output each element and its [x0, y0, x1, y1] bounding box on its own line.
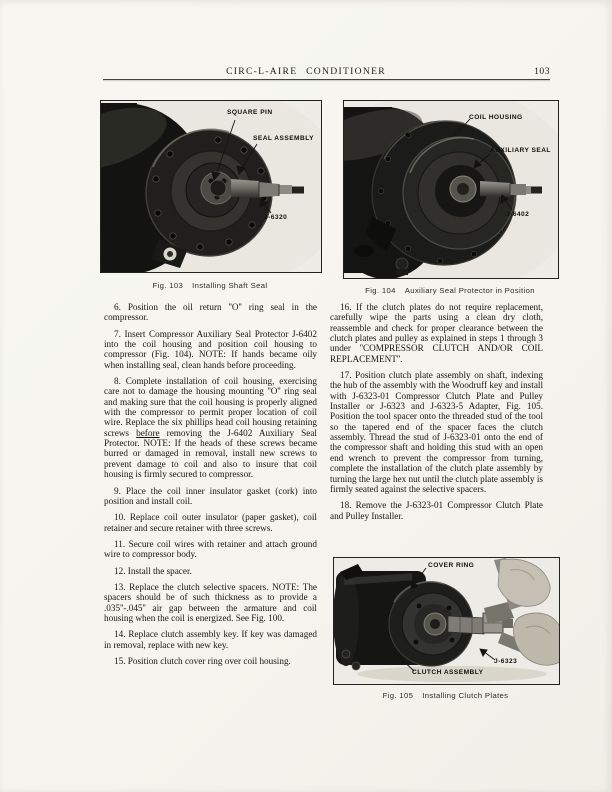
aux-seal-photo-illustration [344, 101, 558, 278]
figure-105-number: Fig. 105 [382, 691, 414, 700]
clutch-plates-photo-illustration [334, 558, 559, 684]
step-15: 15. Position clutch cover ring over coil housing. [114, 655, 291, 666]
label-cover-ring: COVER RING [428, 562, 475, 569]
label-j6402: J-6402 [506, 211, 530, 218]
figure-104-photo [343, 100, 559, 279]
page-number: 103 [534, 66, 550, 77]
step-6: 6. Position the oil return ''O'' ring seal in the compressor. [104, 302, 317, 323]
label-square-pin: SQUARE PIN [227, 109, 273, 116]
label-seal-assembly: SEAL ASSEMBLY [253, 135, 314, 142]
figure-103-caption [100, 281, 320, 290]
left-text-column [104, 302, 317, 672]
figure-103-photo [100, 100, 322, 273]
figure-104-caption [343, 286, 557, 295]
label-j6320: J-6320 [264, 214, 288, 221]
step-16: 16. If the clutch plates do not require replacement, carefully wipe the parts using a clean dry cloth, reassemble and check for proper clearance between the clutch plates and pulley as explained in steps 1 through 3 under ''COMPRESSOR CLUTCH AND/OR COIL REPLACEMENT''. [330, 302, 543, 364]
label-j6323: J-6323 [494, 658, 518, 665]
step-18: 18. Remove the J-6323-01 Compressor Clutch Plate and Pulley Installer. [330, 500, 543, 521]
shaft-seal-photo-illustration [101, 101, 321, 272]
step-13: 13. Replace the clutch selective spacers. NOTE: The spacers should be of such thickness as to provide a .035''-.045'' air gap between the armature and coil housing when the coil is energized. See Fig. 100. [104, 581, 317, 623]
figure-104-title: Auxiliary Seal Protector in Position [404, 286, 535, 295]
figure-105-caption [333, 691, 558, 700]
step-9: 9. Place the coil inner insulator gasket (cork) into position and install coil. [104, 485, 317, 506]
right-text-column [330, 302, 543, 527]
step-8: 8. Complete installation of coil housing, exercising care not to damage the housing mounting ''O'' ring seal and making sure that the coil housing is properly aligned with the compressor to permit proper location of coil wire. Replace the six phillips head coil housing retaining screws before removing the J-6402 Auxiliary Seal Protector. NOTE: If the heads of these screws became burred or damaged in removal, install new screws to prevent damage to coil and also to insure that coil housing is firmly secured to compressor. [104, 376, 317, 480]
underlined-word: before [136, 427, 160, 438]
figure-105-photo [333, 557, 560, 685]
step-11: 11. Secure coil wires with retainer and attach ground wire to compressor body. [104, 538, 317, 560]
label-clutch-assembly: CLUTCH ASSEMBLY [412, 669, 484, 676]
figure-104-number: Fig. 104 [365, 286, 396, 295]
page-header-title: CIRC-L-AIRE CONDITIONER [226, 66, 386, 77]
step-7: 7. Insert Compressor Auxiliary Seal Protector J-6402 into the coil housing and position coil housing to compressor (Fig. 104). NOTE: If hands became oily when installing seal, clean hands before proceeding. [104, 328, 317, 370]
header-rule [103, 79, 550, 80]
step-10: 10. Replace coil outer insulator (paper gasket), coil retainer and secure retainer with three screws. [104, 512, 317, 533]
figure-105-title: Installing Clutch Plates [422, 691, 509, 700]
step-14: 14. Replace clutch assembly key. If key was damaged in removal, replace with new key. [104, 629, 317, 650]
figure-103-number: Fig. 103 [152, 281, 184, 290]
figure-103-title: Installing Shaft Seal [192, 281, 268, 290]
label-coil-housing: COIL HOUSING [469, 114, 523, 121]
step-12: 12. Install the spacer. [114, 565, 192, 576]
label-auxiliary-seal: AUXILIARY SEAL [490, 147, 551, 154]
step-17: 17. Position clutch plate assembly on shaft, indexing the hub of the assembly with the Woodruff key and install with J-6323-01 Compressor Clutch Plate and Pulley Installer or J-6323 and J-6323-5 Adapter, Fig. 105. Position the tool spacer onto the threaded stud of the tool so the tapered end of the spacer faces the clutch assembly. Thread the stud of J-6323-01 onto the end of the compressor shaft and holding this stud with an open end wrench to prevent the compressor from turning, complete the installation of the clutch plate assembly by turning the large hex nut until the clutch plate assembly is firmly seated against the selective spacers. [330, 370, 543, 494]
